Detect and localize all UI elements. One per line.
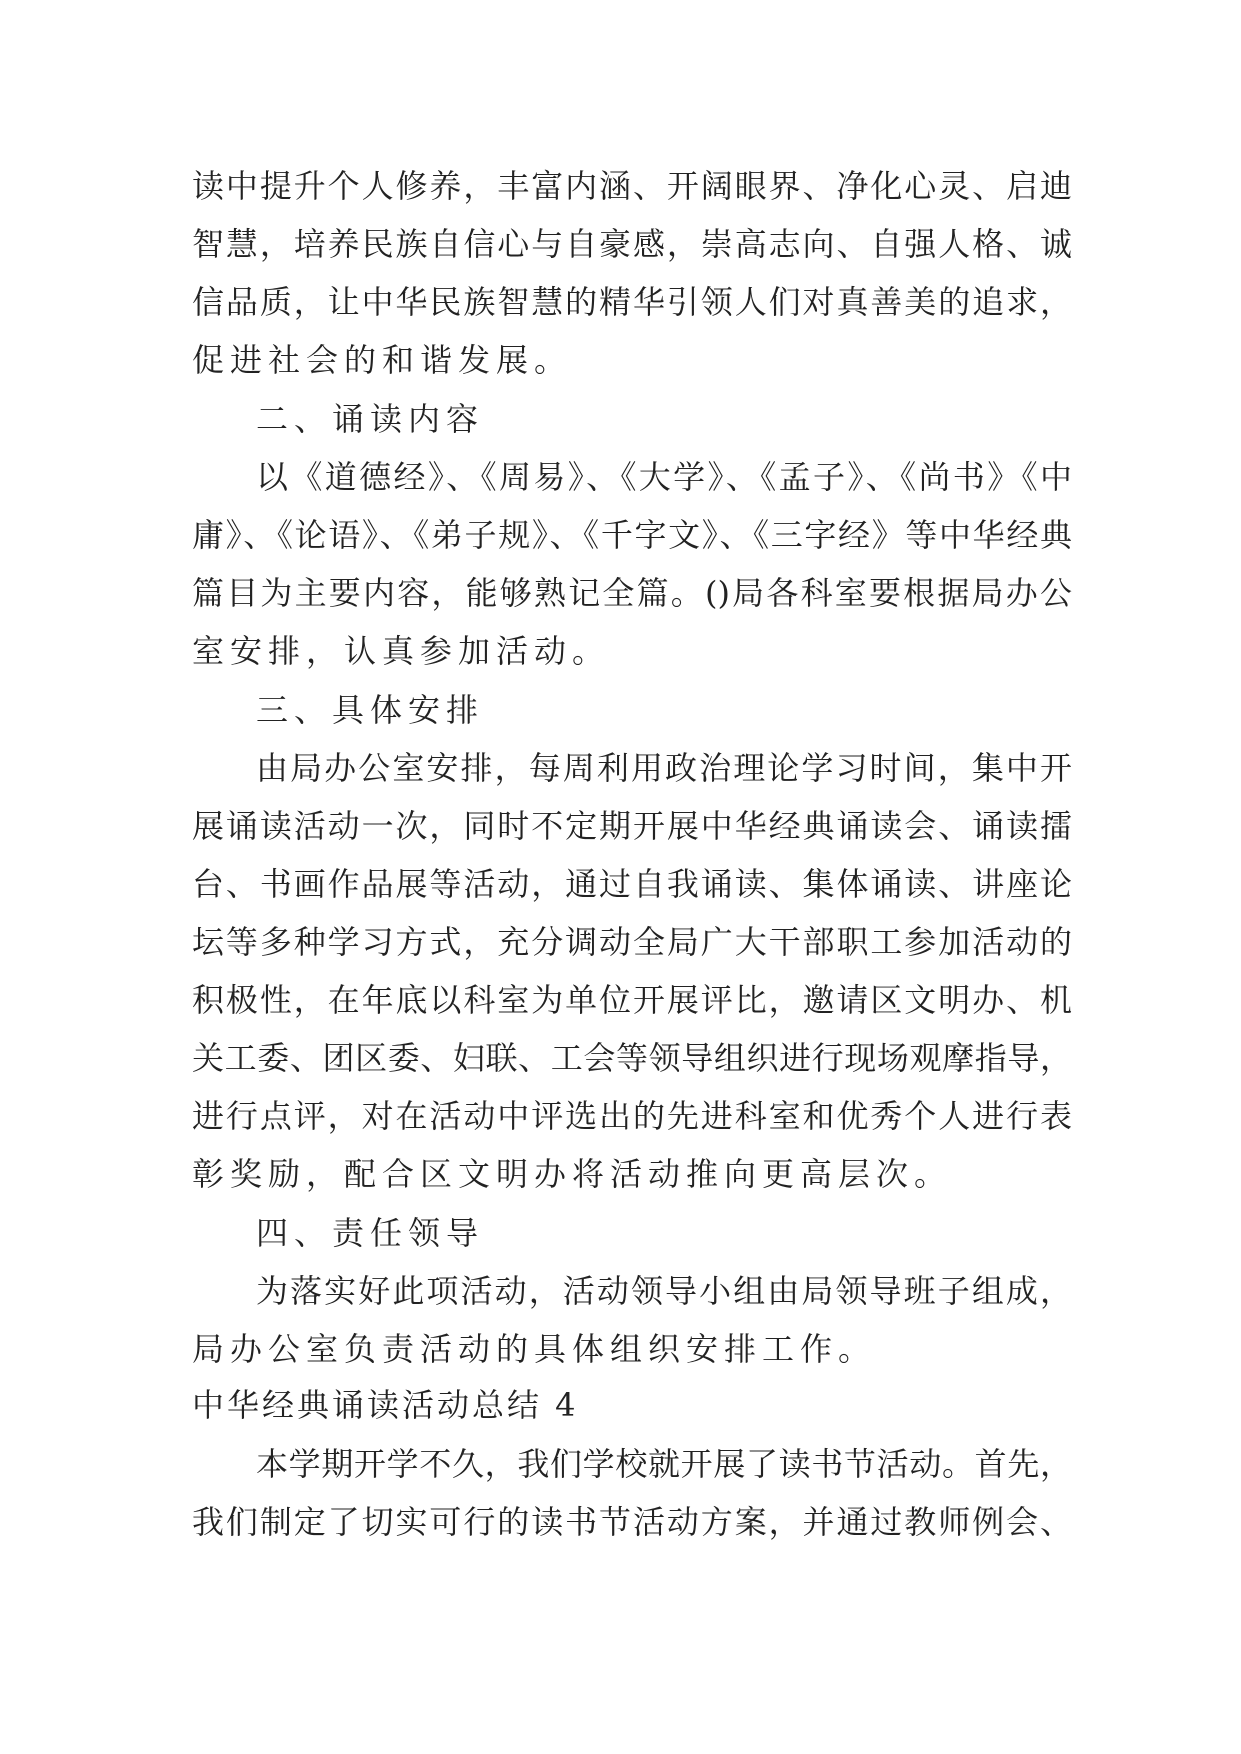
paragraph-line: 展诵读活动一次，同时不定期开展中华经典诵读会、诵读擂 [192,807,1072,845]
paragraph-line: 庸》、《论语》、《弟子规》、《千字文》、《三字经》等中华经典 [192,516,1072,554]
paragraph-line: 局办公室负责活动的具体组织安排工作。 [192,1330,877,1368]
section-heading: 三、具体安排 [256,691,485,729]
paragraph-line: 读中提升个人修养，丰富内涵、开阔眼界、净化心灵、启迪 [192,167,1072,205]
paragraph-line: 以《道德经》、《周易》、《大学》、《孟子》、《尚书》《中 [256,458,1072,496]
paragraph-line: 由局办公室安排，每周利用政治理论学习时间，集中开 [256,749,1072,787]
paragraph-line: 信品质，让中华民族智慧的精华引领人们对真善美的追求， [192,283,1072,321]
paragraph-line: 促进社会的和谐发展。 [192,341,573,379]
paragraph-line: 为落实好此项活动，活动领导小组由局领导班子组成， [256,1272,1072,1310]
paragraph-line: 我们制定了切实可行的读书节活动方案，并通过教师例会、 [192,1503,1072,1541]
paragraph-line: 关工委、团区委、妇联、工会等领导组织进行现场观摩指导， [192,1039,1072,1077]
paragraph-line: 智慧，培养民族自信心与自豪感，崇高志向、自强人格、诚 [192,225,1072,263]
paragraph-line: 积极性，在年底以科室为单位开展评比，邀请区文明办、机 [192,981,1072,1019]
paragraph-line: 室安排，认真参加活动。 [192,632,611,670]
section-heading: 二、诵读内容 [256,400,485,438]
paragraph-line: 进行点评，对在活动中评选出的先进科室和优秀个人进行表 [192,1097,1072,1135]
paragraph-line: 台、书画作品展等活动，通过自我诵读、集体诵读、讲座论 [192,865,1072,903]
paragraph-line: 坛等多种学习方式，充分调动全局广大干部职工参加活动的 [192,923,1072,961]
section-heading: 四、责任领导 [256,1214,485,1252]
paragraph-line: 本学期开学不久，我们学校就开展了读书节活动。首先， [256,1445,1072,1483]
paragraph-line: 彰奖励，配合区文明办将活动推向更高层次。 [192,1155,953,1193]
paragraph-line: 篇目为主要内容，能够熟记全篇。()局各科室要根据局办公 [192,574,1072,612]
article-title: 中华经典诵读活动总结 4 [192,1386,579,1424]
